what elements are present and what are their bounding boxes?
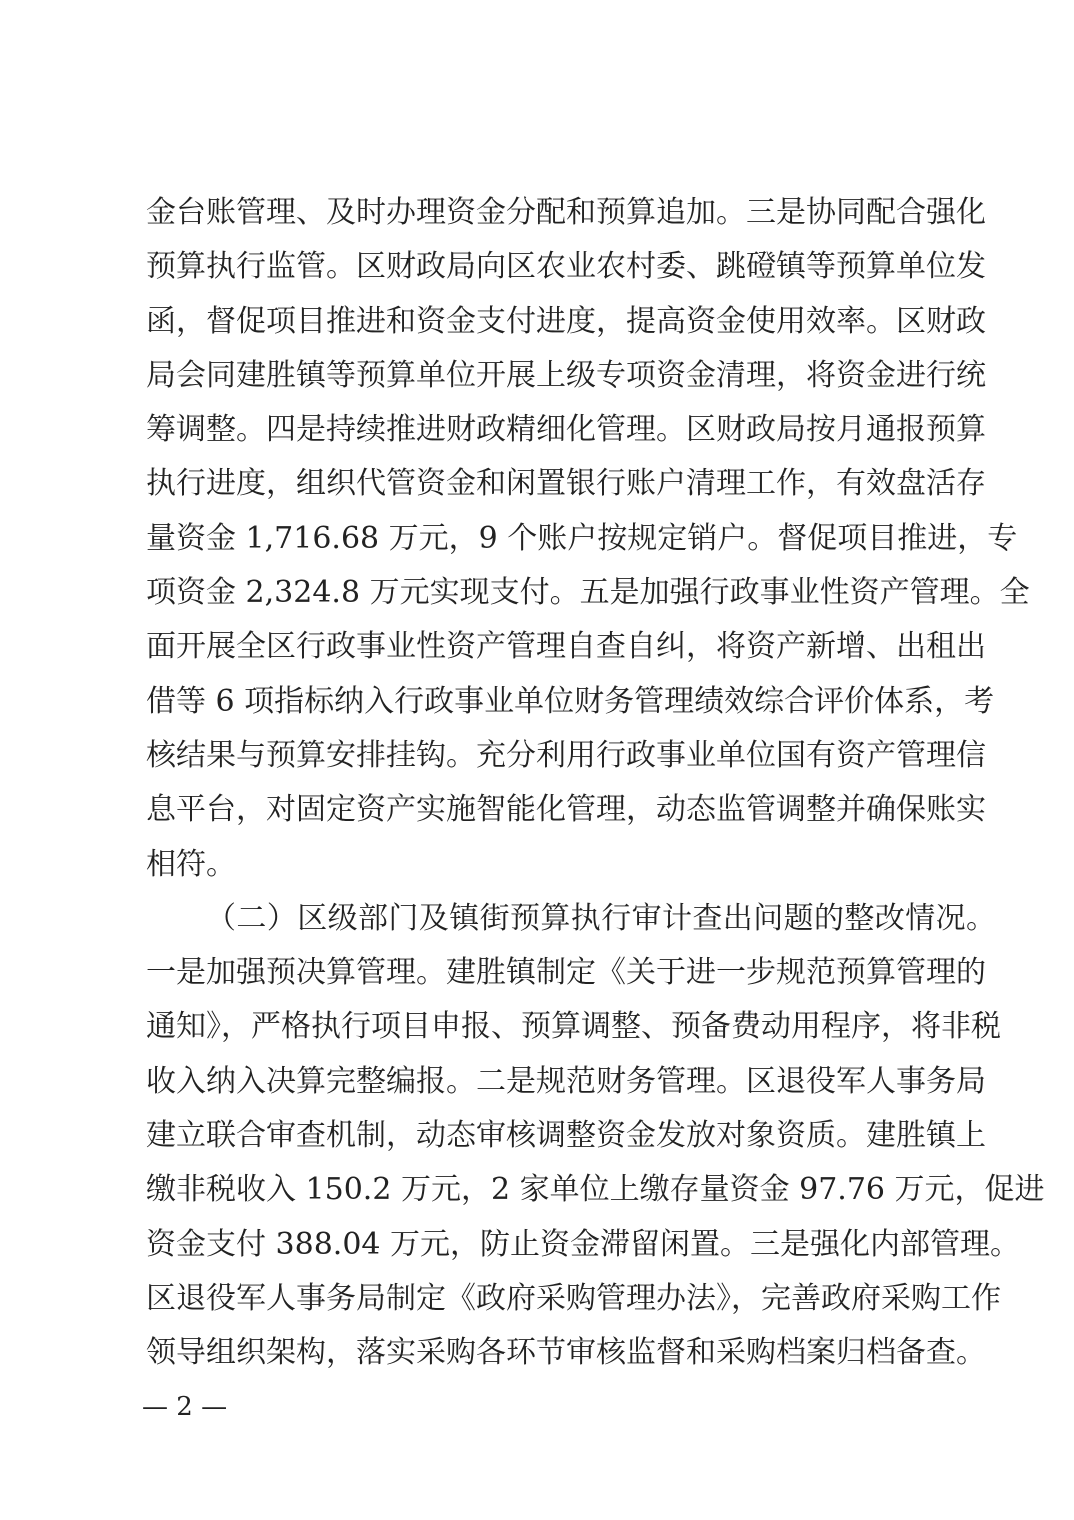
text-line-9: 面开展全区行政事业性资产管理自查自纠，将资产新增、出租出 [146, 629, 986, 665]
text-line-20: 资金支付 388.04 万元，防止资金滞留闲置。三是强化内部管理。 [146, 1226, 1021, 1262]
text-line-21: 区退役军人事务局制定《政府采购管理办法》，完善政府采购工作 [146, 1280, 1001, 1316]
text-line-22: 领导组织架构，落实采购各环节审核监督和采购档案归档备查。 [146, 1335, 986, 1371]
text-line-18: 建立联合审查机制，动态审核调整资金发放对象资质。建胜镇上 [146, 1118, 986, 1154]
document-body [146, 186, 1045, 1381]
section-heading: （二）区级部门及镇街预算执行审计查出问题的整改情况。 [206, 900, 997, 936]
text-line-7: 量资金 1,716.68 万元，9 个账户按规定销户。督促项目推进，专 [146, 520, 1018, 556]
text-line-6: 执行进度，组织代管资金和闲置银行账户清理工作，有效盘活存 [146, 466, 986, 502]
text-line-19: 缴非税收入 150.2 万元，2 家单位上缴存量资金 97.76 万元，促进 [146, 1172, 1045, 1208]
text-line-12: 息平台，对固定资产实施智能化管理，动态监管调整并确保账实 [146, 792, 986, 828]
text-line-13: 相符。 [146, 846, 236, 882]
text-line-11: 核结果与预算安排挂钩。充分利用行政事业单位国有资产管理信 [146, 737, 986, 773]
text-line-8: 项资金 2,324.8 万元实现支付。五是加强行政事业性资产管理。全 [146, 575, 1030, 611]
text-line-1: 金台账管理、及时办理资金分配和预算追加。三是协同配合强化 [146, 195, 986, 230]
text-line-2: 预算执行监管。区财政局向区农业农村委、跳磴镇等预算单位发 [146, 249, 986, 285]
text-line-4: 局会同建胜镇等预算单位开展上级专项资金清理，将资金进行统 [146, 357, 986, 393]
text-line-5: 筹调整。四是持续推进财政精细化管理。区财政局按月通报预算 [146, 412, 986, 448]
text-line-3: 函，督促项目推进和资金支付进度，提高资金使用效率。区财政 [146, 303, 986, 339]
page-number: — 2 — [142, 1392, 228, 1422]
text-line-15: 一是加强预决算管理。建胜镇制定《关于进一步规范预算管理的 [146, 955, 986, 991]
text-line-16: 通知》，严格执行项目申报、预算调整、预备费动用程序，将非税 [146, 1009, 1001, 1045]
text-line-10: 借等 6 项指标纳入行政事业单位财务管理绩效综合评价体系，考 [146, 683, 995, 719]
text-line-17: 收入纳入决算完整编报。二是规范财务管理。区退役军人事务局 [146, 1063, 986, 1099]
